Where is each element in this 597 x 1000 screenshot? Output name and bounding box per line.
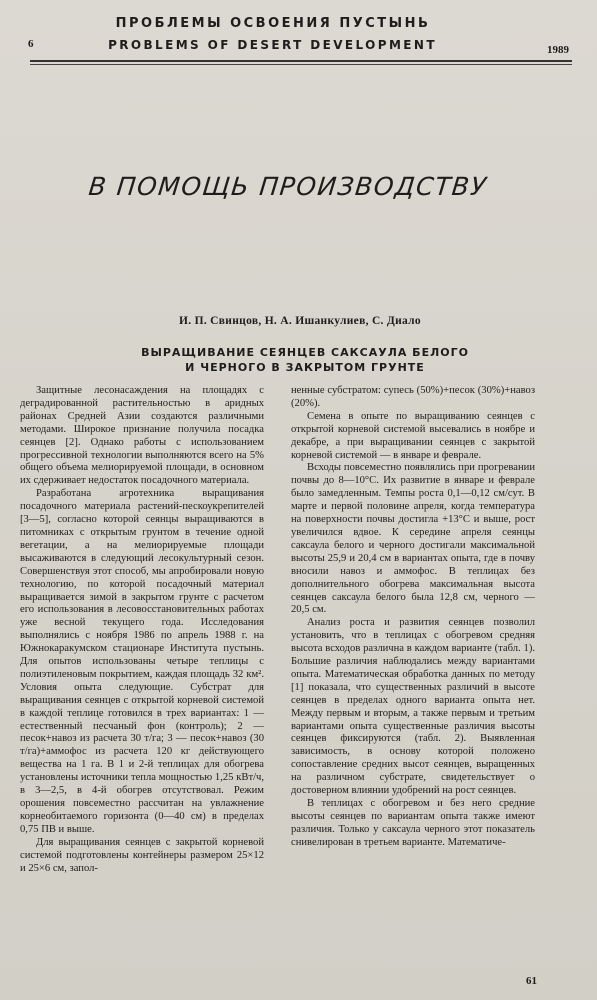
paragraph: Разработана агротехника выращивания посадочного материала растений-пескоукрепителей [3—5], согласно которой сеянцы выращиваются в питомниках с открытым грунтом в течение одной вегетации, а на мелиорируемые площади высаживаются в следующий лесокультурный сезон. Совершенствуя этот способ, мы апробировали новую технологию, по которой посадочный материал выращивается зимой в закрытом грунте с расчетом его использования в лесовосстановительных работах уже весной текущего года. Исследования выполнялись с ноября 1986 по апрель 1988 г. на Южнокаракумском стационаре Института пустынь. Для опытов использованы четыре теплицы с полиэтиленовым покрытием, каждая площадь 32 км². Условия опыта следующие. Субстрат для выращивания сеянцев с открытой корневой системой в каждой теплице готовился в трех вариантах: 1 — естественный песчаный фон (контроль); 2 — песок+навоз из расчета 30 т/га; 3 — песок+навоз (30 т/га)+аммофос из расчета 120 кг действующего вещества на 1 га. В 1 и 2-й теплицах для обогрева установлены источники тепла мощностью 1,25 кВт/ч, в 3—2,5, в 4-й обогрев отсутствовал. Режим орошения повсеместно рассчитан на увлажнение корнеобитаемого горизонта (0—40 см) в пределах 0,75 ПВ и выше.	[20, 488, 264, 835]
article-authors: И. П. Свинцов, Н. А. Ишанкулиев, С. Диало	[178, 315, 421, 327]
header-rule-thin	[30, 64, 572, 65]
journal-title-en: PROBLEMS OF DESERT DEVELOPMENT	[108, 38, 437, 52]
journal-year: 1989	[547, 44, 569, 56]
left-column	[20, 385, 264, 875]
article-title-line1: ВЫРАЩИВАНИЕ СЕЯНЦЕВ САКСАУЛА БЕЛОГО	[141, 346, 469, 359]
header-rule-thick	[30, 60, 572, 62]
article-title	[70, 345, 540, 375]
paragraph: ненные субстратом: супесь (50%)+песок (30%)+навоз (20%).	[291, 385, 535, 409]
article-title-line2: И ЧЕРНОГО В ЗАКРЫТОМ ГРУНТЕ	[185, 361, 425, 374]
journal-title-ru: ПРОБЛЕМЫ ОСВОЕНИЯ ПУСТЫНЬ	[115, 16, 431, 31]
paragraph: В теплицах с обогревом и без него средние высоты сеянцев по вариантам опыта также имеют различия. Только у саксаула черного этот показатель снивелирован в третьем варианте. Математиче-	[291, 798, 535, 848]
paragraph: Защитные лесонасаждения на площадях с деградированной растительностью в аридных районах Средней Азии создаются различными методами. Широкое признание получила посадка сеянцев [2]. Однако работы с использованием прогрессивной технологии выполняются всего на 5% общего объема мелиорируемой площади, в основном их сдерживает недостаток посадочного материала.	[20, 385, 264, 487]
page-number: 6	[28, 38, 34, 50]
paragraph: Всходы повсеместно появлялись при прогревании почвы до 8—10°С. Их развитие в январе и феврале было замедленным. Темпы роста 0,1—0,12 см/сут. В марте и первой половине апреля, когда температура на поверхности почвы достигла +13°С и выше, рост увеличился вдвое. К середине апреля сеянцы саксаула белого и черного достигали максимальной высоты 25,9 и 20,4 см в вариантах опыта, где в почву вносили навоз и аммофос. В теплицах без дополнительного обогрева максимальная высота сеянцев саксаула белого была 12,8 см, черного — 20,5 см.	[291, 462, 535, 616]
right-column	[291, 385, 535, 850]
section-rubric: В ПОМОЩЬ ПРОИЗВОДСТВУ	[87, 172, 489, 201]
paragraph: Анализ роста и развития сеянцев позволил установить, что в теплицах с обогревом средняя высота всходов различна в каждом варианте (табл. 1). Большие различия наблюдались между вариантами опыта. Математическая обработка данных по методу [1] показала, что существенных различий в высоте сеянцев в пределах одного варианта опыта нет. Между первым и вторым, а также первым и третьим вариантами опыта существенные различия высоты сеянцев фиксируются (табл. 2). Выявленная зависимость, в основу которой положено сопоставление средних высот сеянцев, выращенных на различном субстрате, свидетельствует о достоверном влиянии удобрений на рост сеянцев.	[291, 617, 535, 797]
paragraph: Для выращивания сеянцев с закрытой корневой системой подготовлены контейнеры размером 25×12 и 25×6 см, запол-	[20, 836, 264, 874]
paragraph: Семена в опыте по выращиванию сеянцев с открытой корневой системой высевались в ноябре и декабре, а при выращивании сеянцев с закрытой корневой системой — в январе и феврале.	[291, 410, 535, 461]
page-stamp: 61	[526, 975, 537, 987]
